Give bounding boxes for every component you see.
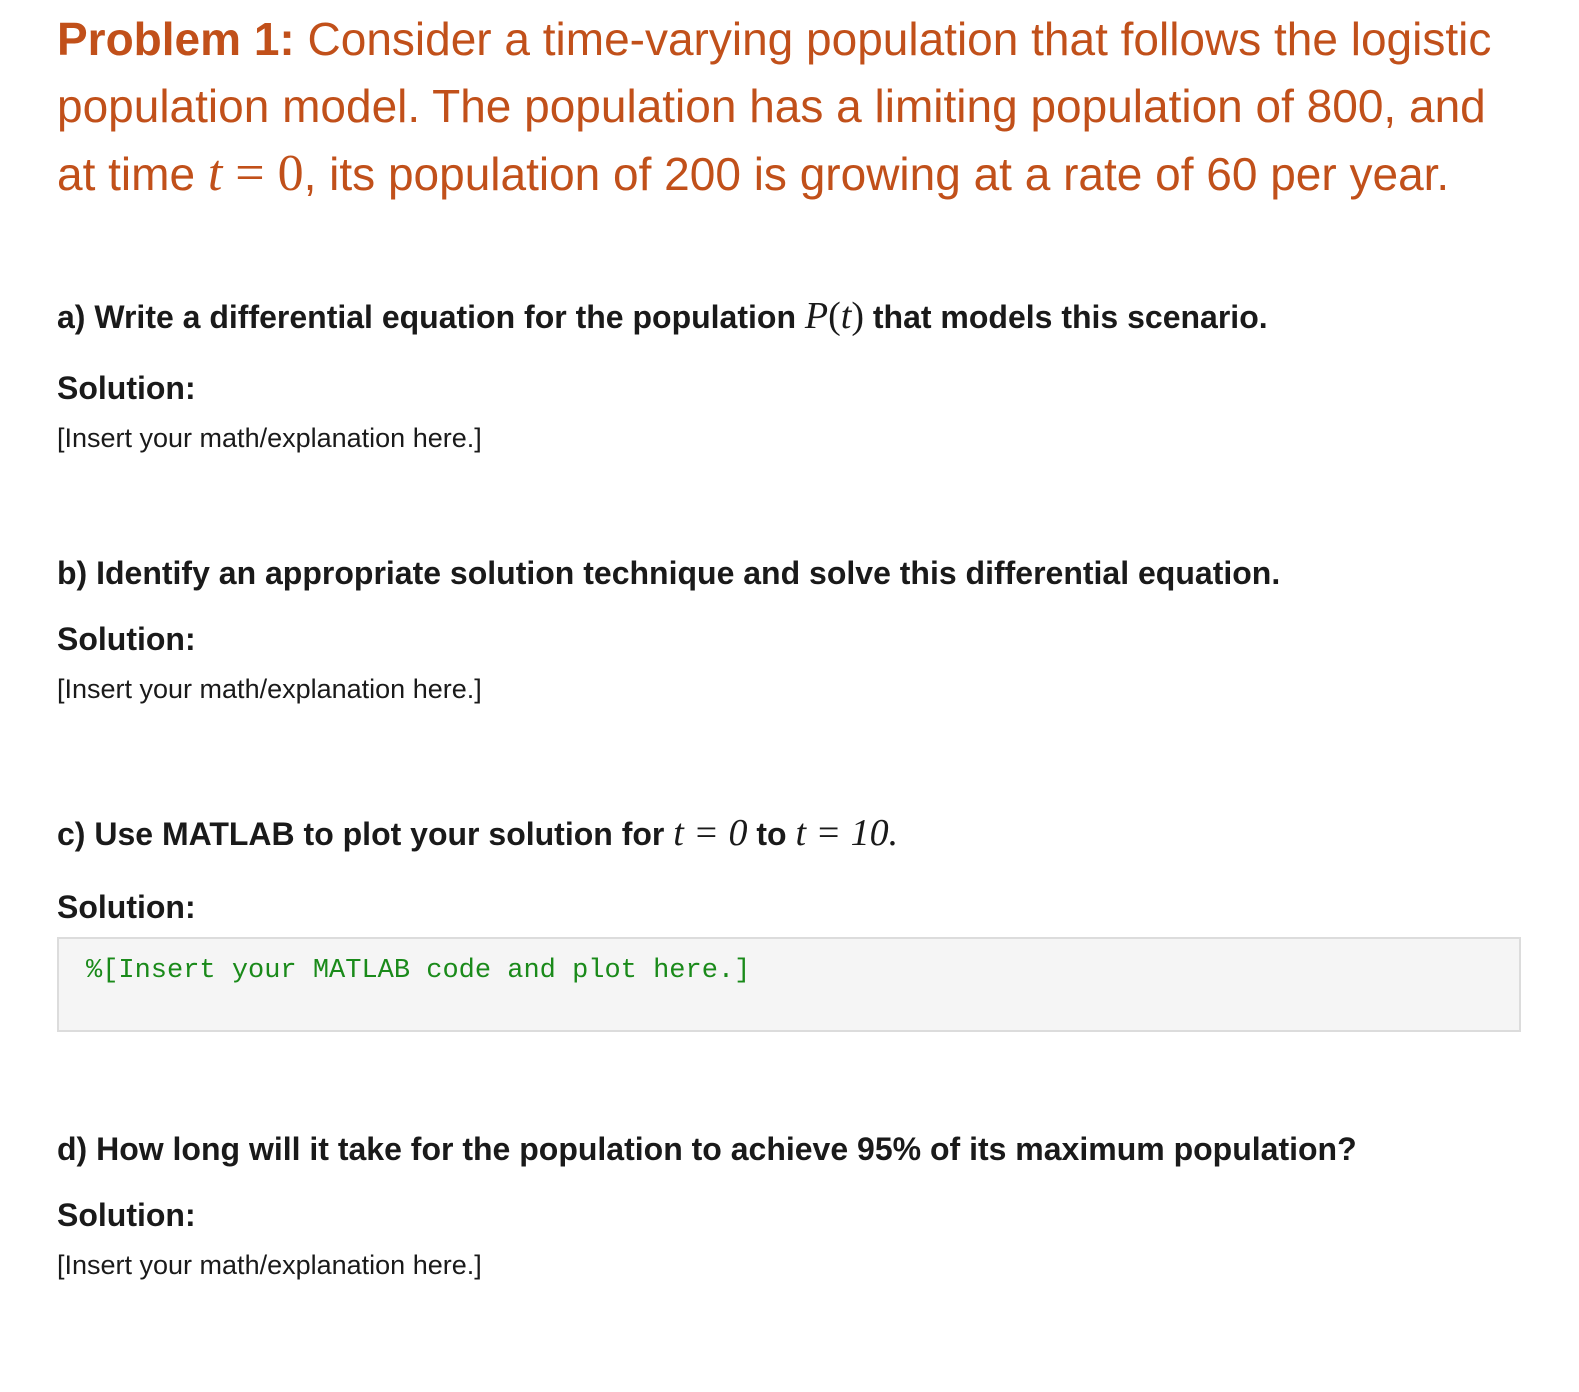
- question-c: [57, 811, 898, 855]
- question-b: b) Identify an appropriate solution technique and solve this differential equation.: [57, 555, 1281, 591]
- math-paren-close: ): [851, 295, 864, 337]
- question-a-text-post: that models this scenario.: [872, 299, 1268, 335]
- problem-label: Problem 1:: [57, 13, 295, 65]
- problem-text-part-2: , its population of 200 is growing at a rate of 60 per year.: [303, 148, 1450, 200]
- math-paren-open: (: [828, 295, 841, 337]
- solution-label-d: Solution:: [57, 1197, 196, 1233]
- solution-label-c: Solution:: [57, 889, 196, 925]
- problem-statement: [57, 6, 1497, 208]
- solution-placeholder-d[interactable]: [Insert your math/explanation here.]: [57, 1250, 482, 1280]
- math-t-equals-zero: [208, 145, 304, 202]
- math-t: t: [840, 295, 852, 337]
- matlab-code-placeholder[interactable]: %[Insert your MATLAB code and plot here.]: [86, 956, 751, 986]
- math-equals: =: [235, 145, 265, 202]
- math-t-equals-0: t = 0: [673, 812, 748, 854]
- math-t-equals-10: t = 10.: [795, 812, 899, 854]
- question-a: [57, 294, 1268, 338]
- problem-text-part-1: Consider a time-varying population that follows the logistic population model. The population has a limiting population of 800, and at time: [57, 13, 1492, 200]
- solution-label-a: Solution:: [57, 370, 196, 406]
- math-P-of-t: [805, 295, 864, 337]
- question-d: d) How long will it take for the population to achieve 95% of its maximum population?: [57, 1131, 1357, 1167]
- solution-label-b: Solution:: [57, 621, 196, 657]
- matlab-code-cell[interactable]: [57, 937, 1521, 1032]
- math-zero: 0: [277, 145, 304, 202]
- solution-placeholder-a[interactable]: [Insert your math/explanation here.]: [57, 423, 482, 453]
- math-P: P: [804, 295, 829, 337]
- solution-placeholder-b[interactable]: [Insert your math/explanation here.]: [57, 674, 482, 704]
- math-variable-t: t: [207, 145, 223, 202]
- question-c-text-pre: c) Use MATLAB to plot your solution for: [57, 816, 665, 852]
- question-c-text-mid: to: [756, 816, 787, 852]
- question-a-text-pre: a) Write a differential equation for the population: [57, 299, 796, 335]
